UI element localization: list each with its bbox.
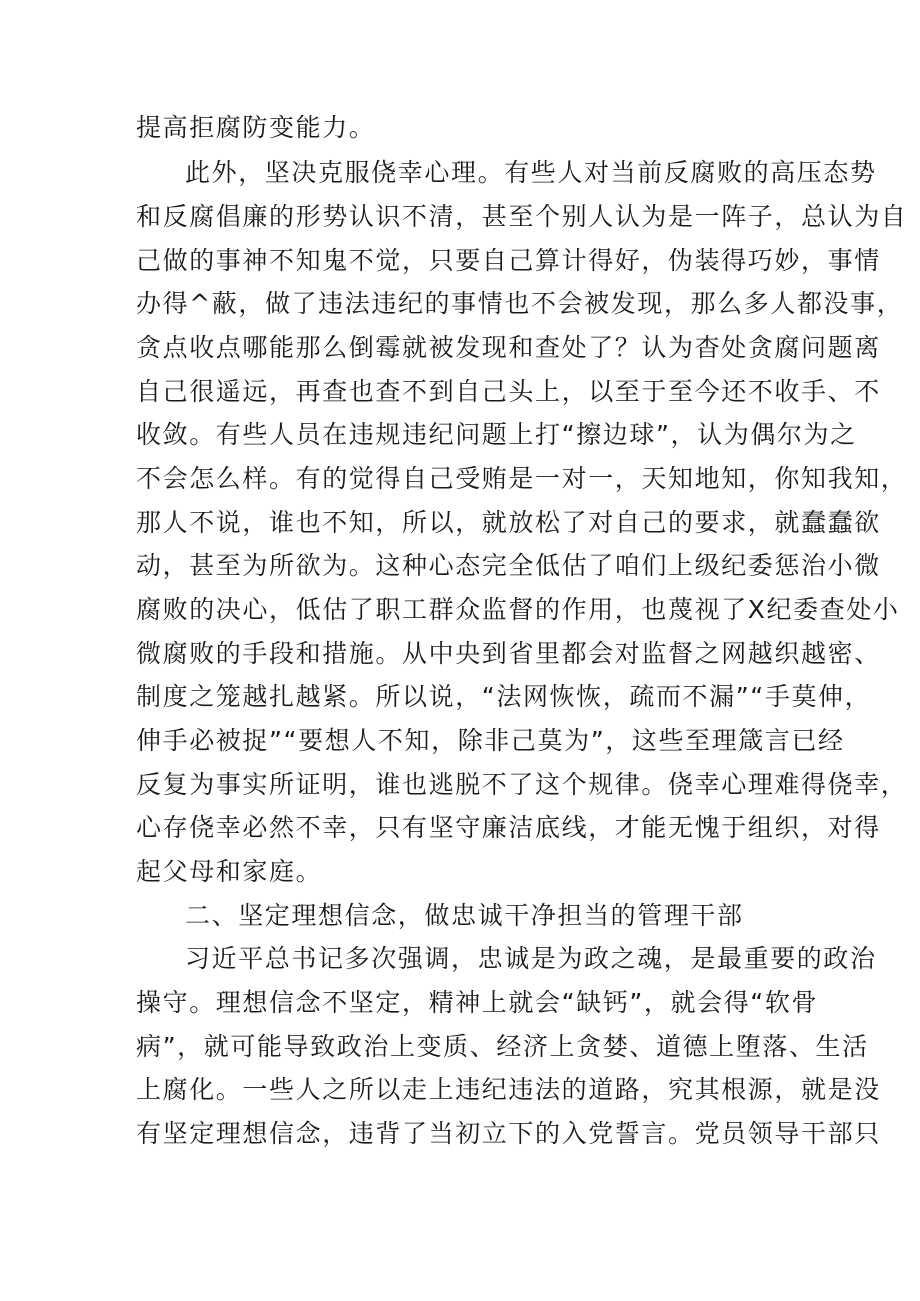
text-line: 不会怎么样。有的觉得自己受贿是一对一，天知地知，你知我知，: [136, 464, 908, 493]
text-line: 上腐化。一些人之所以走上违纪违法的道路，究其根源，就是没: [136, 1075, 881, 1104]
text-line: 有坚定理想信念，违背了当初立下的入党誓言。党员领导干部只: [136, 1119, 881, 1148]
text-line: 操守。理想信念不坚定，精神上就会“缺钙”，就会得“软骨: [136, 988, 819, 1017]
section-heading: 二、坚定理想信念，做忠诚干净担当的管理干部: [185, 901, 744, 930]
text-line: 和反腐倡廉的形势认识不清，甚至个别人认为是一阵子，总认为自: [136, 202, 908, 231]
text-line: 反复为事实所证明，谁也逃脱不了这个规律。侥幸心理难得侥幸，: [136, 770, 908, 799]
text-line: 贪点收点哪能那么倒霉就被发现和查处了？认为杳处贪腐问题离: [136, 333, 881, 362]
text-line: 自己很遥远，再查也查不到自己头上，以至于至今还不收手、不: [136, 377, 881, 406]
text-line: 动，甚至为所欲为。这种心态完全低估了咱们上级纪委惩治小微: [136, 551, 881, 580]
text-line: 病”，就可能导致政治上变质、经济上贪婪、道德上堕落、生活: [136, 1032, 869, 1061]
text-line: 心存侥幸必然不幸，只有坚守廉洁底线，才能无愧于组织，对得: [136, 813, 881, 842]
text-line: 微腐败的手段和措施。从中央到省里都会对监督之网越织越密、: [136, 639, 881, 668]
text-line: 起父母和家庭。: [136, 857, 323, 886]
text-line: 那人不说，谁也不知，所以，就放松了对自己的要求，就蠢蠢欲: [136, 508, 881, 537]
text-line: 己做的事神不知鬼不觉，只要自己算计得好，伪装得巧妙，事情: [136, 246, 881, 275]
paragraph-first-line: 习近平总书记多次强调，忠诚是为政之魂，是最重要的政治: [185, 944, 877, 973]
text-line: 伸手必被捉”“要想人不知，除非己莫为”，这些至理箴言已经: [136, 726, 845, 755]
text-line: 腐败的决心，低估了职工群众监督的作用，也蔑视了X纪委查处小: [136, 595, 900, 624]
paragraph-first-line: 此外，坚决克服侥幸心理。有些人对当前反腐败的高压态势: [185, 158, 877, 187]
text-line: 办得^蔽，做了违法违纪的事情也不会被发现，那么多人都没事，: [136, 289, 904, 318]
text-line: 提高拒腐防变能力。: [136, 113, 376, 142]
text-line: 制度之笼越扎越紧。所以说，“法网恢恢，疏而不漏”“手莫伸，: [136, 682, 872, 711]
text-line: 收敛。有些人员在违规违纪问题上打“擦边球”，认为偶尔为之: [136, 420, 857, 449]
